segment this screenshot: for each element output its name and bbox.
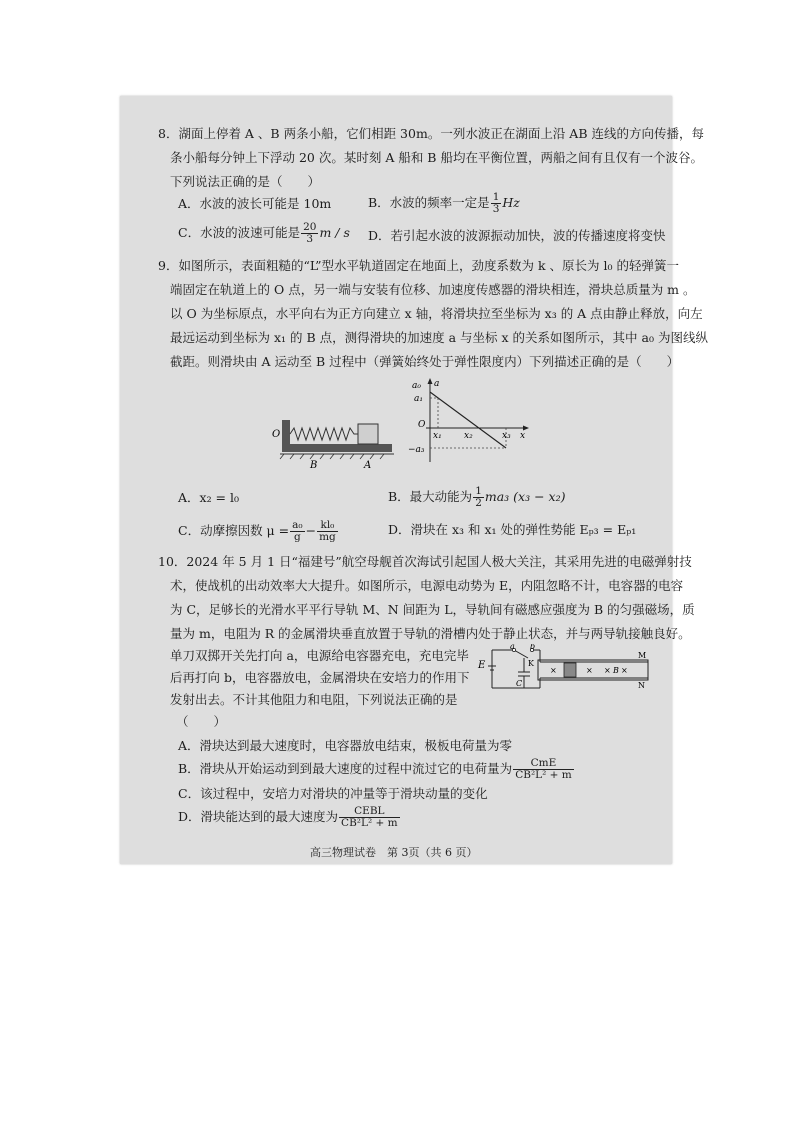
- q10-option-b: B．滑块从开始运动到到最大速度的过程中流过它的电荷量为 CmE CB²L² + m: [178, 757, 572, 781]
- q9-option-b: B．最大动能为 $\frac{1}{2}$ ma₃ (x₃ − x₂): [388, 485, 566, 509]
- label-O: O: [272, 429, 281, 440]
- q9-a-x-graph: [406, 376, 536, 466]
- page-footer: 高三物理试卷 第 3页（共 6 页）: [310, 846, 478, 859]
- q10-line-3: 为 C，足够长的光滑水平平行导轨 M、N 间距为 L，导轨间有磁感应强度为 B 的匀强磁场，质: [170, 602, 695, 617]
- graph-a1: a₁: [414, 394, 423, 404]
- graph-x: x: [520, 431, 526, 441]
- spring: [290, 428, 358, 440]
- q10-line-6: 后再打向 b，电容器放电，金属滑块在安培力的作用下: [170, 670, 470, 685]
- graph-O: O: [418, 420, 426, 430]
- graph-x1: x₁: [433, 431, 442, 441]
- q9-line-4: 最远运动到坐标为 x₁ 的 B 点，测得滑块的加速度 a 与坐标 x 的关系如图所示，其中 a₀ 为图线纵: [170, 330, 708, 345]
- q10-line-1: 10．2024 年 5 月 1 日“福建号”航空母舰首次海试引起国人极大关注，其采用先进的电磁弹射技: [158, 554, 692, 569]
- graph-x2: x₂: [464, 431, 473, 441]
- field-cross: ×: [586, 666, 593, 675]
- q10-line-7: 发射出去。不计其他阻力和电阻，下列说法正确的是: [170, 692, 458, 707]
- q9-line-5: 截距。则滑块由 A 运动至 B 过程中（弹簧始终处于弹性限度内）下列描述正确的是（ ）: [170, 354, 680, 369]
- q8-line-2: 条小船每分钟上下浮动 20 次。某时刻 A 船和 B 船均在平衡位置，两船之间有且仅有一个波谷。: [170, 150, 703, 165]
- field-cross: ×: [550, 666, 557, 675]
- label-M: M: [638, 651, 647, 660]
- q9-option-d: D．滑块在 x₃ 和 x₁ 处的弹性势能 Eₚ₃ = Eₚ₁: [388, 522, 637, 537]
- q10-option-a: A．滑块达到最大速度时，电容器放电结束，极板电荷量为零: [178, 738, 513, 753]
- graph-x3: x₃: [502, 431, 511, 441]
- graph-a: a: [434, 379, 440, 389]
- graph-neg-a3: −a₃: [408, 445, 425, 455]
- label-K: K: [528, 659, 534, 668]
- label-C: C: [516, 679, 523, 688]
- graph-a0: a₀: [412, 381, 421, 391]
- q10-line-4: 量为 m，电阻为 R 的金属滑块垂直放置于导轨的滑槽内处于静止状态，并与两导轨接触良好。: [170, 626, 691, 641]
- q9-line-2: 端固定在轨道上的 O 点，另一端与安装有位移、加速度传感器的滑块相连，滑块总质量为 m 。: [170, 282, 696, 297]
- q8-option-a: A．水波的波长可能是 10m: [178, 196, 332, 211]
- q10-line-5: 单刀双掷开关先打向 a，电源给电容器充电，充电完毕: [170, 648, 469, 663]
- label-N: N: [638, 681, 645, 690]
- q10-line-8: （ ）: [176, 714, 227, 729]
- field-cross: ×: [621, 666, 628, 675]
- label-A: A: [364, 460, 372, 471]
- l-track-horizontal: [282, 444, 392, 452]
- q9-option-a: A．x₂ = l₀: [178, 490, 240, 505]
- label-b: b: [530, 644, 536, 651]
- q9-option-c: C．动摩擦因数 μ = $\frac{\text{a₀}}{g}$ − $\frac{\text{kl₀}}{mg}$: [178, 519, 336, 543]
- label-a: a: [510, 644, 515, 651]
- q9-spring-diagram: [272, 414, 402, 474]
- q8-option-b: B．水波的频率一定是 $\frac{1}{3}$ Hz: [368, 191, 520, 215]
- ground-hatch: [280, 454, 384, 459]
- q9-line-3: 以 O 为坐标原点，水平向右为正方向建立 x 轴，将滑块拉至坐标为 x₃ 的 A 点由静止释放，向左: [170, 306, 703, 321]
- metal-slider: [564, 663, 576, 677]
- q8-option-d: D．若引起水波的波源振动加快，波的传播速度将变快: [368, 228, 666, 243]
- slider-block: [358, 424, 378, 444]
- q9-line-1: 9．如图所示，表面粗糙的“L”型水平轨道固定在地面上，劲度系数为 k 、原长为 l₀ 的轻弹簧一: [158, 258, 680, 273]
- q10-option-c: C．该过程中，安培力对滑块的冲量等于滑块动量的变化: [178, 786, 488, 801]
- q8-line-1: 8．湖面上停着 A 、B 两条小船，它们相距 30m。一列水波正在湖面上沿 AB 连线的方向传播，每: [158, 126, 704, 141]
- label-B: B: [310, 460, 318, 471]
- q8-line-3: 下列说法正确的是（ ）: [170, 174, 321, 189]
- q10-option-d: D．滑块能达到的最大速度为 CEBL CB²L² + m: [178, 805, 398, 829]
- q10-circuit-diagram: [476, 644, 652, 696]
- field-cross: ×: [604, 666, 611, 675]
- scanned-page: [120, 96, 708, 864]
- q10-line-2: 术，使战机的出动效率大大提升。如图所示，电源电动势为 E，内阻忽略不计，电容器的电容: [170, 578, 684, 593]
- label-E: E: [478, 660, 486, 671]
- q8-option-c: C．水波的波速可能是 $\frac{20}{3}$ m / s: [178, 221, 350, 245]
- label-B-field: B: [613, 666, 619, 675]
